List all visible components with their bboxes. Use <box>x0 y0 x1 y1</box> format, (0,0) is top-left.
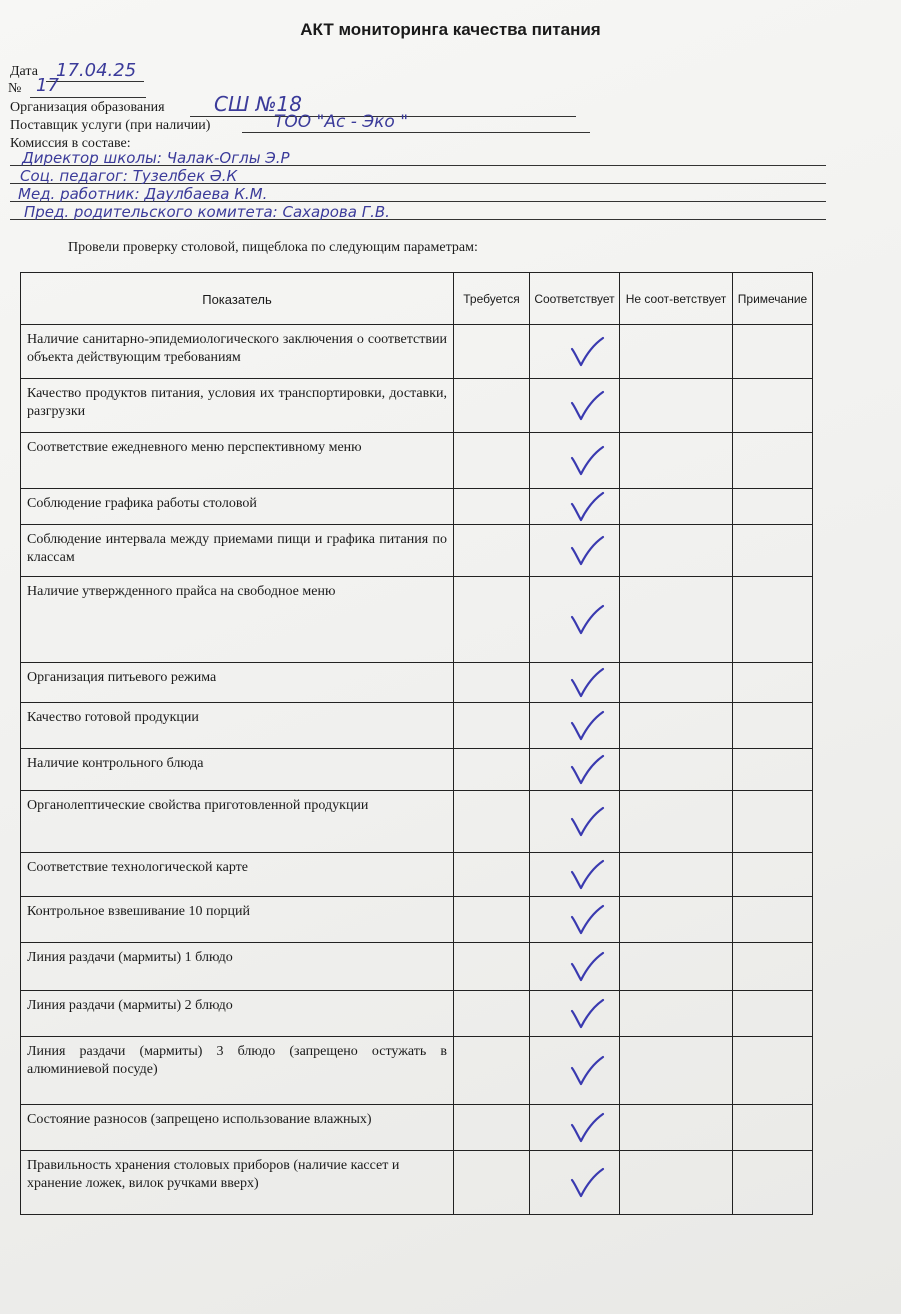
table-row <box>21 943 813 991</box>
table-row <box>21 853 813 897</box>
indicator-text: Контрольное взвешивание 10 порций <box>27 904 250 919</box>
table-row <box>21 663 813 703</box>
required-cell <box>454 791 530 853</box>
check-mark-icon <box>568 335 606 369</box>
commission-member: Мед. работник: Даулбаева К.М. <box>18 185 268 203</box>
required-cell <box>454 325 530 379</box>
monitoring-table <box>20 272 813 1215</box>
note-cell <box>733 749 813 791</box>
required-cell <box>454 703 530 749</box>
note-cell <box>733 943 813 991</box>
check-mark-icon <box>568 1054 606 1088</box>
not-compliant-cell <box>620 1151 733 1215</box>
table-row <box>21 1037 813 1105</box>
org-label: Организация образования <box>10 100 165 115</box>
compliant-cell <box>530 433 620 489</box>
column-header: Требуется <box>454 273 530 325</box>
compliant-cell <box>530 525 620 577</box>
column-header: Показатель <box>21 273 454 325</box>
not-compliant-cell <box>620 1105 733 1151</box>
check-mark-icon <box>568 709 606 743</box>
indicator-text: Органолептические свойства приготовленной продукции <box>27 798 369 813</box>
supplier-label: Поставщик услуги (при наличии) <box>10 118 211 133</box>
note-cell <box>733 577 813 663</box>
number-label: № <box>8 81 22 96</box>
check-mark-icon <box>568 858 606 892</box>
required-cell <box>454 749 530 791</box>
not-compliant-cell <box>620 525 733 577</box>
check-mark-icon <box>568 753 606 787</box>
check-mark-icon <box>568 666 606 700</box>
document-title: АКТ мониторинга качества питания <box>300 20 601 39</box>
compliant-cell <box>530 577 620 663</box>
check-mark-icon <box>568 389 606 423</box>
table-row <box>21 379 813 433</box>
compliant-cell <box>530 749 620 791</box>
check-mark-icon <box>568 1111 606 1145</box>
compliant-cell <box>530 943 620 991</box>
not-compliant-cell <box>620 703 733 749</box>
table-row <box>21 791 813 853</box>
date-label: Дата <box>10 64 38 79</box>
note-cell <box>733 1105 813 1151</box>
indicator-text: Правильность хранения столовых приборов (наличие кассет и хранение ложек, вилок ручками вверх) <box>27 1158 400 1191</box>
note-cell <box>733 325 813 379</box>
note-cell <box>733 853 813 897</box>
required-cell <box>454 1037 530 1105</box>
table-row <box>21 325 813 379</box>
compliant-cell <box>530 489 620 525</box>
note-cell <box>733 489 813 525</box>
indicator-text: Линия раздачи (мармиты) 1 блюдо <box>27 950 233 965</box>
check-mark-icon <box>568 1166 606 1200</box>
compliant-cell <box>530 853 620 897</box>
compliant-cell <box>530 379 620 433</box>
indicator-text: Линия раздачи (мармиты) 3 блюдо (запрещено остужать в алюминиевой посуде) <box>27 1044 447 1077</box>
not-compliant-cell <box>620 577 733 663</box>
commission-member: Директор школы: Чалак-Оглы Э.Р <box>22 149 290 167</box>
column-header: Соответствует <box>530 273 620 325</box>
required-cell <box>454 897 530 943</box>
indicator-text: Соблюдение интервала между приемами пищи и графика питания по классам <box>27 532 447 565</box>
note-cell <box>733 663 813 703</box>
note-cell <box>733 379 813 433</box>
commission-member: Пред. родительского комитета: Сахарова Г.В. <box>24 203 390 221</box>
compliant-cell <box>530 991 620 1037</box>
column-header: Не соот-ветствует <box>620 273 733 325</box>
not-compliant-cell <box>620 433 733 489</box>
compliant-cell <box>530 791 620 853</box>
indicator-text: Наличие санитарно-эпидемиологического заключения о соответствии объекта действующим требованиям <box>27 332 447 365</box>
not-compliant-cell <box>620 991 733 1037</box>
indicator-text: Линия раздачи (мармиты) 2 блюдо <box>27 998 233 1013</box>
table-row <box>21 525 813 577</box>
check-mark-icon <box>568 903 606 937</box>
note-cell <box>733 1151 813 1215</box>
column-header: Примечание <box>733 273 813 325</box>
required-cell <box>454 1151 530 1215</box>
required-cell <box>454 853 530 897</box>
note-cell <box>733 525 813 577</box>
not-compliant-cell <box>620 897 733 943</box>
compliant-cell <box>530 1151 620 1215</box>
not-compliant-cell <box>620 663 733 703</box>
number-value: 17 <box>36 75 59 96</box>
note-cell <box>733 1037 813 1105</box>
not-compliant-cell <box>620 1037 733 1105</box>
indicator-text: Состояние разносов (запрещено использование влажных) <box>27 1112 372 1127</box>
org-value: СШ №18 <box>214 92 302 116</box>
indicator-text: Организация питьевого режима <box>27 670 217 685</box>
check-mark-icon <box>568 805 606 839</box>
indicator-text: Качество продуктов питания, условия их транспортировки, доставки, разгрузки <box>27 386 447 419</box>
table-row <box>21 1151 813 1215</box>
not-compliant-cell <box>620 489 733 525</box>
supplier-value: ТОО "Ас - Эко " <box>274 112 409 132</box>
not-compliant-cell <box>620 791 733 853</box>
required-cell <box>454 379 530 433</box>
check-mark-icon <box>568 490 606 524</box>
required-cell <box>454 577 530 663</box>
table-row <box>21 489 813 525</box>
check-mark-icon <box>568 534 606 568</box>
required-cell <box>454 433 530 489</box>
required-cell <box>454 525 530 577</box>
compliant-cell <box>530 325 620 379</box>
not-compliant-cell <box>620 379 733 433</box>
table-row <box>21 703 813 749</box>
required-cell <box>454 943 530 991</box>
check-mark-icon <box>568 444 606 478</box>
compliant-cell <box>530 1037 620 1105</box>
table-row <box>21 991 813 1037</box>
indicator-text: Наличие контрольного блюда <box>27 756 204 771</box>
indicator-text: Соответствие технологической карте <box>27 860 248 875</box>
check-mark-icon <box>568 950 606 984</box>
table-row <box>21 897 813 943</box>
compliant-cell <box>530 703 620 749</box>
not-compliant-cell <box>620 749 733 791</box>
compliant-cell <box>530 897 620 943</box>
indicator-text: Соблюдение графика работы столовой <box>27 496 257 511</box>
table-row <box>21 749 813 791</box>
date-value: 17.04.25 <box>56 60 137 81</box>
table-row <box>21 433 813 489</box>
note-cell <box>733 703 813 749</box>
commission-label: Комиссия в составе: <box>10 136 131 151</box>
intro-text: Провели проверку столовой, пищеблока по следующим параметрам: <box>68 240 478 255</box>
note-cell <box>733 991 813 1037</box>
not-compliant-cell <box>620 325 733 379</box>
not-compliant-cell <box>620 853 733 897</box>
required-cell <box>454 489 530 525</box>
indicator-text: Соответствие ежедневного меню перспективному меню <box>27 440 362 455</box>
required-cell <box>454 1105 530 1151</box>
note-cell <box>733 897 813 943</box>
required-cell <box>454 991 530 1037</box>
check-mark-icon <box>568 603 606 637</box>
required-cell <box>454 663 530 703</box>
commission-member: Соц. педагог: Тузелбек Ә.К <box>20 167 238 185</box>
compliant-cell <box>530 663 620 703</box>
note-cell <box>733 433 813 489</box>
table-row <box>21 1105 813 1151</box>
compliant-cell <box>530 1105 620 1151</box>
indicator-text: Наличие утвержденного прайса на свободное меню <box>27 584 336 599</box>
not-compliant-cell <box>620 943 733 991</box>
check-mark-icon <box>568 997 606 1031</box>
note-cell <box>733 791 813 853</box>
table-row <box>21 577 813 663</box>
indicator-text: Качество готовой продукции <box>27 710 199 725</box>
